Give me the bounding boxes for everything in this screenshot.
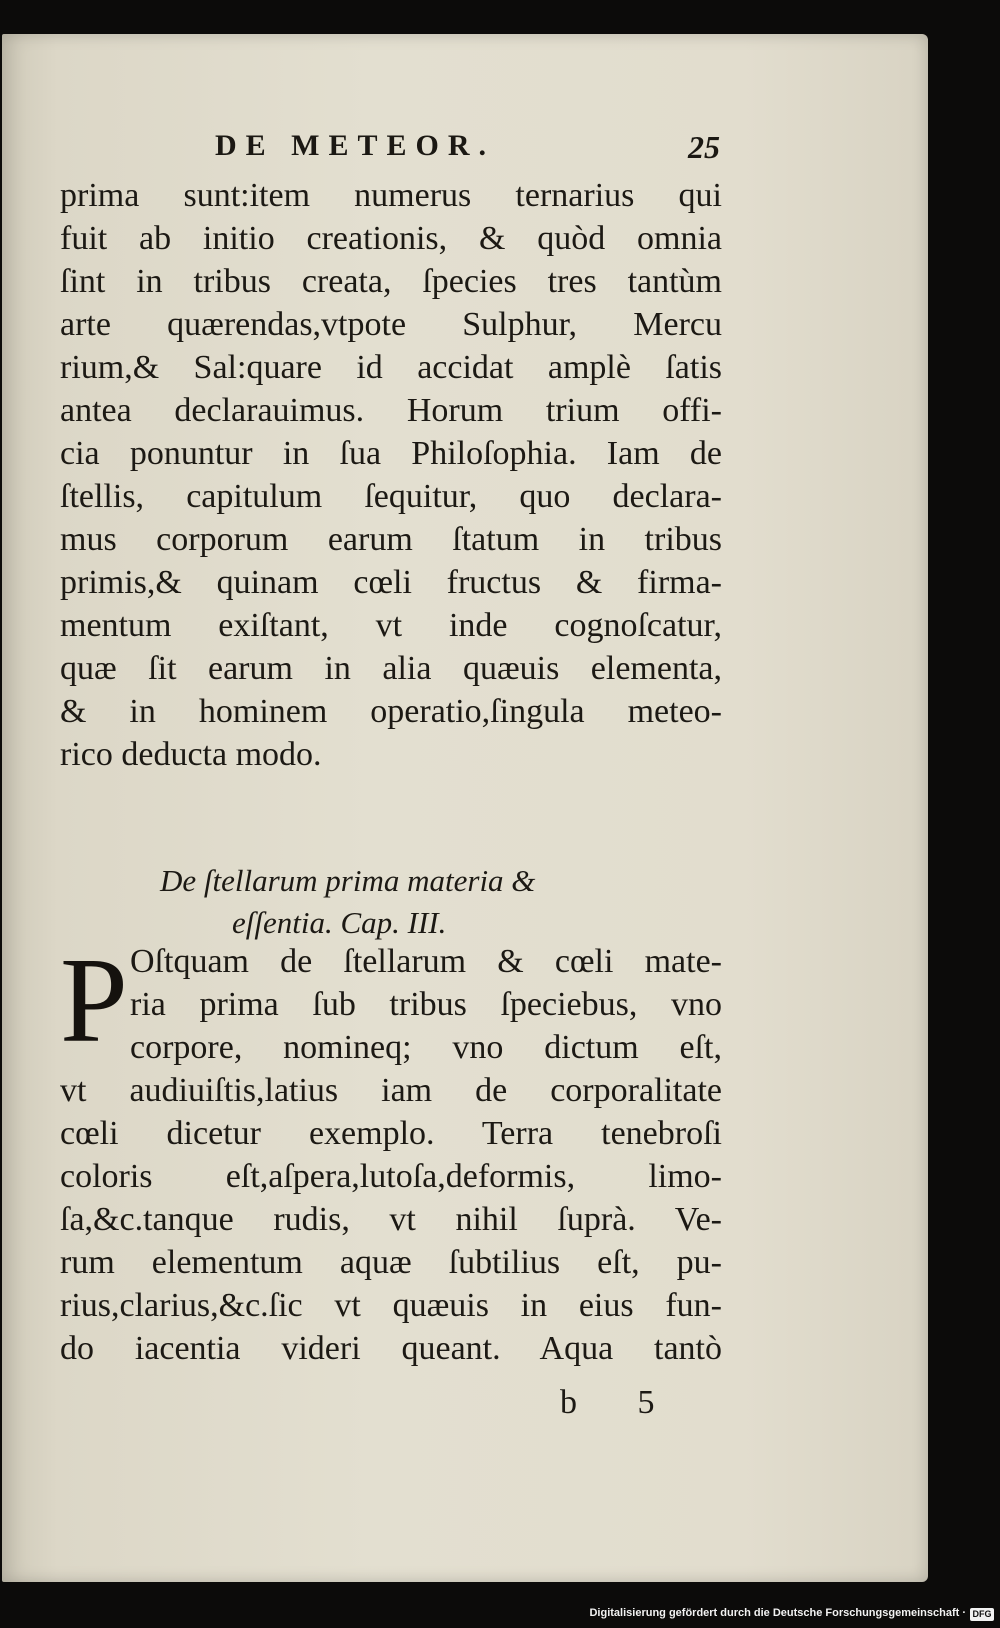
text-line: rum elementum aquæ ſubtilius eſt, pu- <box>60 1244 722 1281</box>
text-line: & in hominem operatio,ſingula meteo- <box>60 693 722 730</box>
text-line: rium,& Sal:quare id accidat amplè ſatis <box>60 349 722 386</box>
text-line: ria prima ſub tribus ſpeciebus, vno <box>130 986 722 1023</box>
text-line: Oſtquam de ſtellarum & cœli mate- <box>130 943 722 980</box>
page-header <box>60 129 720 179</box>
page-number: 25 <box>688 129 720 165</box>
text-line: arte quærendas,vtpote Sulphur, Mercu <box>60 306 722 343</box>
footer-bar <box>0 1604 1000 1628</box>
chapter-title-line-1: De ſtellarum prima materia & <box>160 863 536 898</box>
chapter-title <box>60 860 722 944</box>
footer-credit: Digitalisierung gefördert durch die Deutsche Forschungsgemeinschaft · <box>589 1607 966 1619</box>
text-line: cia ponuntur in ſua Philoſophia. Iam de <box>60 435 722 472</box>
text-line: primis,& quinam cœli fructus & firma- <box>60 564 722 601</box>
text-line: antea declarauimus. Horum trium offi- <box>60 392 722 429</box>
text-line: rico deducta modo. <box>60 736 322 773</box>
text-line: ſint in tribus creata, ſpecies tres tantùm <box>60 263 722 300</box>
dfg-logo-icon: DFG <box>970 1608 994 1621</box>
paragraph-2 <box>60 933 722 1370</box>
text-line: coloris eſt,aſpera,lutoſa,deformis, limo- <box>60 1158 722 1195</box>
text-line: quæ ſit earum in alia quæuis elementa, <box>60 650 722 687</box>
text-line: vt audiuiſtis,latius iam de corporalitate <box>60 1072 722 1109</box>
drop-cap: P <box>60 933 128 1068</box>
text-line: do iacentia videri queant. Aqua tantò <box>60 1330 722 1367</box>
text-line: fuit ab initio creationis, & quòd omnia <box>60 220 722 257</box>
text-line: ſa,&c.tanque rudis, vt nihil ſuprà. Ve- <box>60 1201 722 1238</box>
text-line: rius,clarius,&c.ſic vt quæuis in eius fun- <box>60 1287 722 1324</box>
text-line: ſtellis, capitulum ſequitur, quo declara- <box>60 478 722 515</box>
text-line: corpore, nomineq; vno dictum eſt, <box>130 1029 722 1066</box>
text-line: cœli dicetur exemplo. Terra tenebroſi <box>60 1115 722 1152</box>
paragraph-1 <box>60 174 722 776</box>
running-head: DE METEOR. <box>215 129 496 162</box>
text-line: prima sunt:item numerus ternarius qui <box>60 177 722 214</box>
text-line: mentum exiſtant, vt inde cognoſcatur, <box>60 607 722 644</box>
text-line: mus corporum earum ſtatum in tribus <box>60 521 722 558</box>
chapter-title-line-2: eſſentia. Cap. III. <box>232 905 447 940</box>
signature-mark: b 5 <box>560 1384 681 1421</box>
book-page <box>2 34 928 1582</box>
